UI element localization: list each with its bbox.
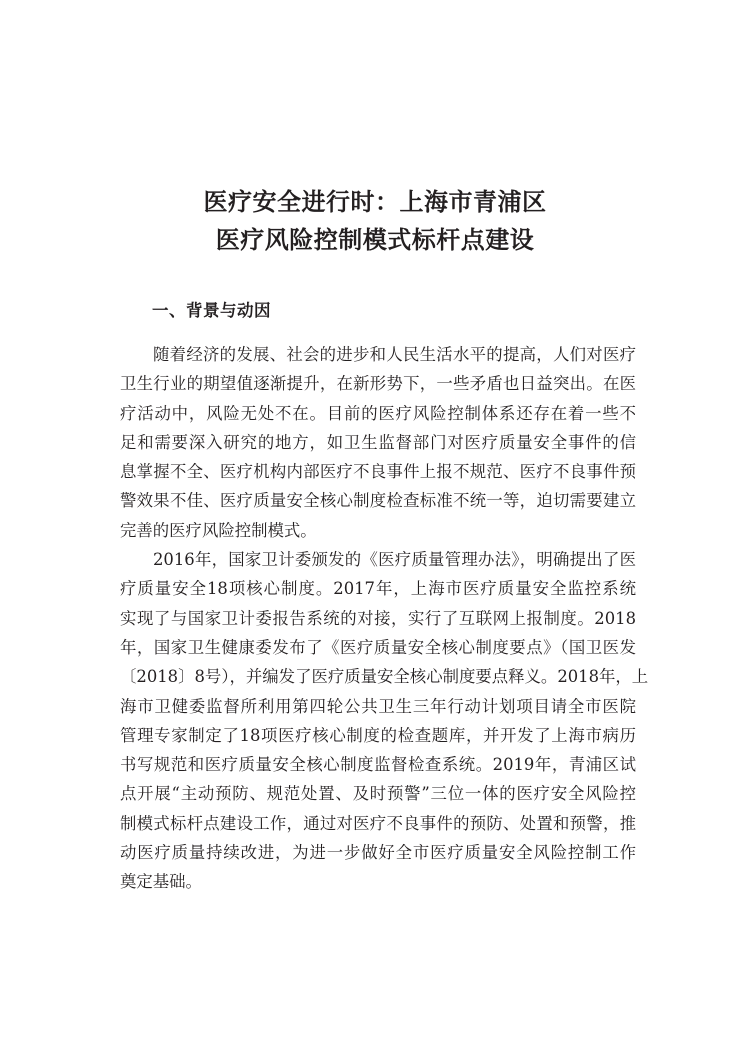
body-text-line: 随着经济的发展、社会的进步和人民生活水平的提高，人们对医疗 — [153, 345, 636, 364]
body-text-line: 完善的医疗风险控制模式。 — [120, 520, 317, 540]
body-text-line: 警效果不佳、医疗质量安全核心制度检查标准不统一等，迫切需要建立 — [120, 491, 636, 511]
section-heading: 一、背景与动因 — [152, 301, 271, 320]
body-text-line: 书写规范和医疗质量安全核心制度监督检查系统。2019年，青浦区试 — [120, 755, 636, 775]
body-text-line: 海市卫健委监督所利用第四轮公共卫生三年行动计划项目请全市医院 — [120, 696, 636, 716]
body-text-line: 奠定基础。 — [120, 872, 202, 892]
body-text-line: 点开展“主动预防、规范处置、及时预警”三位一体的医疗安全风险控 — [120, 784, 636, 804]
body-text-line: 2016年，国家卫计委颁发的《医疗质量管理办法》，明确提出了医 — [153, 550, 636, 570]
body-text-line: 管理专家制定了18项医疗核心制度的检查题库，并开发了上海市病历 — [120, 725, 636, 745]
body-text-line: 息掌握不全、医疗机构内部医疗不良事件上报不规范、医疗不良事件预 — [120, 462, 636, 482]
body-text-line: 制模式标杆点建设工作，通过对医疗不良事件的预防、处置和预警，推 — [120, 813, 636, 833]
page-title-line-2: 医疗风险控制模式标杆点建设 — [215, 225, 535, 254]
body-text — [120, 340, 649, 897]
body-text-line: 疗活动中，风险无处不在。目前的医疗风险控制体系还存在着一些不 — [120, 403, 636, 423]
body-text-line: 动医疗质量持续改进，为进一步做好全市医疗质量安全风险控制工作 — [120, 843, 636, 863]
body-text-line: 实现了与国家卫计委报告系统的对接，实行了互联网上报制度。2018 — [120, 608, 636, 628]
body-text-line: 〔2018〕8号），并编发了医疗质量安全核心制度要点释义。2018年，上 — [120, 667, 649, 687]
body-text-line: 足和需要深入研究的地方，如卫生监督部门对医疗质量安全事件的信 — [120, 432, 636, 452]
body-text-line: 年，国家卫生健康委发布了《医疗质量安全核心制度要点》（国卫医发 — [120, 637, 636, 657]
page-title-line-1: 医疗安全进行时：上海市青浦区 — [203, 187, 547, 216]
body-text-line: 卫生行业的期望值逐渐提升，在新形势下，一些矛盾也日益突出。在医 — [120, 374, 636, 394]
body-text-line: 疗质量安全18项核心制度。2017年，上海市医疗质量安全监控系统 — [120, 579, 636, 599]
